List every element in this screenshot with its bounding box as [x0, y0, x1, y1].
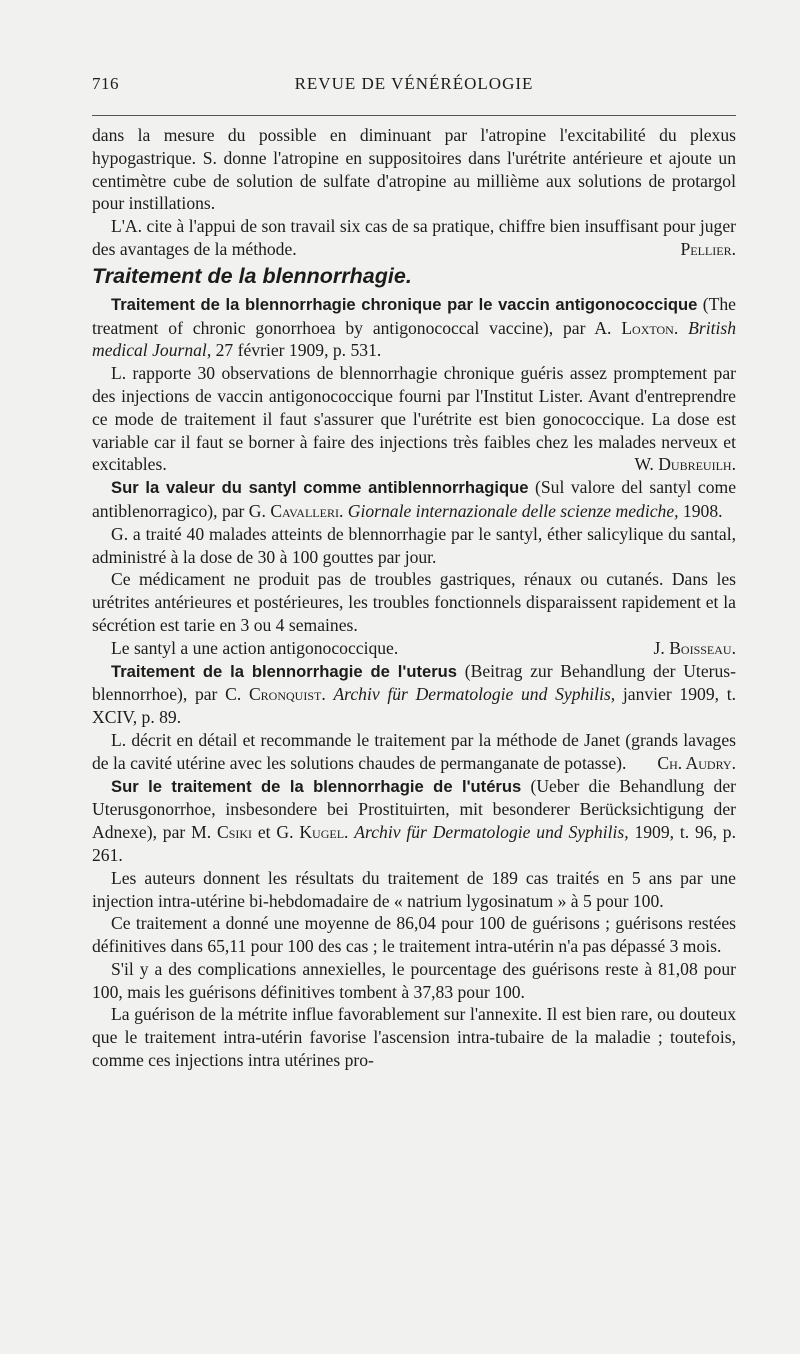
article-heading	[92, 660, 736, 729]
article-reference: 1909, t. 96, p. 261.	[92, 822, 736, 865]
journal-name: British medical Journal,	[92, 317, 737, 361]
article-heading	[92, 293, 736, 362]
article-author: Loxton	[621, 317, 674, 338]
page-header	[92, 74, 736, 98]
article-author: Cavalleri	[270, 500, 339, 521]
article-text: Le santyl a une action antigonococcique.	[111, 637, 399, 658]
article-reference: .	[344, 822, 355, 843]
article-reference: (Beitrag zur Behandlung der Uterus-blennorrhoe), par C.	[92, 660, 736, 705]
article-text: L. rapporte 30 observations de blennorrhagie chronique guéris assez promptement par des injections de vaccin antigonococcique fourni par l'Institut Lister. Avant d'entreprendre ce mode de traitement il faut s'assurer que l'urétrite est bien gonococcique. La dose est variable car il faut se borner à faire des injections très faibles chez les malades nerveux et excitables.	[92, 363, 736, 475]
article-title: Sur la valeur du santyl comme antiblennorrhagique	[111, 478, 529, 498]
intro-paragraph-text: L'A. cite à l'appui de son travail six cas de sa pratique, chiffre bien insuffisant pour juger des avantages de la méthode.	[92, 216, 736, 259]
section-title: Traitement de la blennorrhagie.	[92, 263, 412, 288]
journal-name: Giornale internazionale delle scienze mediche,	[347, 500, 679, 521]
article-paragraph	[92, 729, 736, 775]
article-heading	[92, 775, 736, 867]
signature: Pellier.	[680, 238, 736, 259]
article-paragraph: G. a traité 40 malades atteints de blennorrhagie par le santyl, éther salicylique du santal, administré à la dose de 30 à 100 gouttes par jour.	[92, 523, 736, 567]
article-paragraph: Ce médicament ne produit pas de troubles gastriques, rénaux ou cutanés. Dans les urétrites antérieures et postérieures, les troubles fonctionnels disparaissent rapidement et la sécrétion est tarie en 3 ou 4 semaines.	[92, 569, 736, 635]
intro-paragraph	[92, 215, 736, 261]
page-number: 716	[92, 74, 119, 93]
article-paragraph	[92, 362, 736, 476]
article-paragraph: La guérison de la métrite influe favorablement sur l'annexite. Il est bien rare, ou douteux que le traitement intra-utérin favorise l'ascension intra-tubaire de la maladie ; toutefois, comme ces injections intra utérines pro-	[92, 1004, 736, 1071]
page-body	[92, 124, 736, 1072]
article-reference: .	[338, 500, 348, 521]
article-paragraph: S'il y a des complications annexielles, le pourcentage des guérisons reste à 81,08 pour 100, mais les guérisons définitives tombent à 37,83 pour 100.	[92, 958, 736, 1002]
article-author: Csiki	[216, 822, 253, 843]
header-rule	[92, 115, 736, 116]
journal-name: Archiv für Dermatologie und Syphilis,	[354, 822, 629, 843]
article-reference: .	[321, 684, 334, 705]
article-author: Kugel	[299, 822, 345, 843]
signature: Ch. Audry.	[657, 752, 736, 773]
article-title: Sur le traitement de la blennorrhagie de l'utérus	[111, 776, 522, 796]
signature: W. Dubreuilh.	[634, 454, 736, 475]
article-paragraph: Ce traitement a donné une moyenne de 86,04 pour 100 de guérisons ; guérisons restées définitives dans 65,11 pour 100 des cas ; le traitement intra-utérin n'a pas dépassé 3 mois.	[92, 913, 736, 957]
article-heading	[92, 476, 736, 523]
article-title: Traitement de la blennorrhagie chronique par le vaccin antigonococcique	[111, 294, 698, 314]
intro-paragraph-continued: dans la mesure du possible en diminuant par l'atropine l'excitabilité du plexus hypogastrique. S. donne l'atropine en suppositoires dans l'urétrite antérieure et ajoute un centimètre cube de solution de sulfate d'atropine au millième aux solutions de protargol pour instillations.	[92, 125, 736, 214]
running-title: REVUE DE VÉNÉRÉOLOGIE	[294, 74, 534, 93]
signature: J. Boisseau.	[653, 637, 736, 658]
article-reference: 1908.	[678, 500, 723, 521]
article-text: L. décrit en détail et recommande le traitement par la méthode de Janet (grands lavages de la cavité utérine avec les solutions chaudes de permanganate de potasse).	[92, 729, 736, 773]
article-reference: (Sul valore del santyl come antiblenorragico), par G.	[92, 477, 737, 521]
article-reference: janvier 1909, t. XCIV, p. 89.	[92, 684, 736, 728]
article-reference: 27 février 1909, p. 531.	[211, 340, 382, 361]
article-title: Traitement de la blennorrhagie de l'uterus	[111, 661, 458, 681]
article-reference: (Ueber die Behandlung der Uterusgonorrhoe, insbesondere bei Prostituirten, mit besonderer Berücksichtigung der Adnexe), par M.	[92, 775, 736, 843]
article-reference: (The treatment of chronic gonorrhoea by antigonococcal vaccine), par A.	[92, 293, 736, 338]
article-reference: et G.	[252, 822, 300, 843]
article-paragraph: Les auteurs donnent les résultats du traitement de 189 cas traités en 5 ans par une injection intra-utérine bi-hebdomadaire de « natrium lygosinatum » à 5 pour 100.	[92, 867, 736, 911]
article-author: Cronquist	[248, 684, 322, 705]
article-paragraph	[92, 637, 736, 660]
journal-name: Archiv für Dermatologie und Syphilis,	[333, 684, 616, 705]
article-reference: .	[673, 317, 689, 338]
